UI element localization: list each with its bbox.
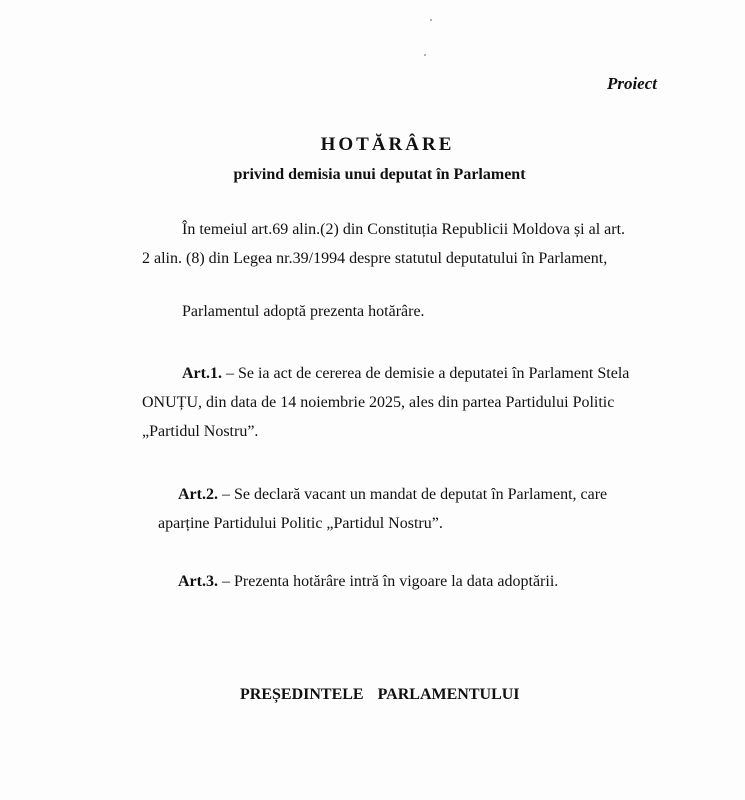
adoption-clause: Parlamentul adoptă prezenta hotărâre. xyxy=(182,303,425,320)
article-text: – Prezenta hotărâre intră în vigoare la data adoptării. xyxy=(217,573,559,590)
article-1-line-3: „Partidul Nostru”. xyxy=(142,423,259,440)
document-title: HOTĂRÂRE xyxy=(320,134,455,155)
article-2 xyxy=(142,480,662,538)
preamble-line: În temeiul art.69 alin.(2) din Constituția Republicii Moldova și al art. xyxy=(182,221,626,238)
article-text: – Se declară vacant un mandat de deputat în Parlament, care xyxy=(217,486,608,503)
preamble-line: 2 alin. (8) din Legea nr.39/1994 despre statutul deputatului în Parlament, xyxy=(142,250,608,267)
article-2-line-1 xyxy=(142,480,662,509)
signature-block: PREȘEDINTELE PARLAMENTULUI xyxy=(240,686,520,703)
scan-speck xyxy=(424,54,426,56)
preamble-paragraph xyxy=(142,215,662,273)
article-number: Art.2. xyxy=(178,486,218,503)
article-2-line-2: aparține Partidului Politic „Partidul Nostru”. xyxy=(158,515,443,532)
article-number: Art.1. xyxy=(182,365,222,382)
article-3 xyxy=(178,567,558,596)
scan-speck xyxy=(430,19,432,21)
article-1 xyxy=(142,359,662,446)
article-1-line-1 xyxy=(142,359,662,388)
article-1-line-2: ONUȚU, din data de 14 noiembrie 2025, ales din partea Partidului Politic xyxy=(142,394,615,411)
article-number: Art.3. xyxy=(178,573,218,590)
article-text: – Se ia act de cererea de demisie a deputatei în Parlament Stela xyxy=(221,365,630,382)
document-subtitle: privind demisia unui deputat în Parlament xyxy=(233,166,526,183)
draft-label: Proiect xyxy=(606,74,657,93)
